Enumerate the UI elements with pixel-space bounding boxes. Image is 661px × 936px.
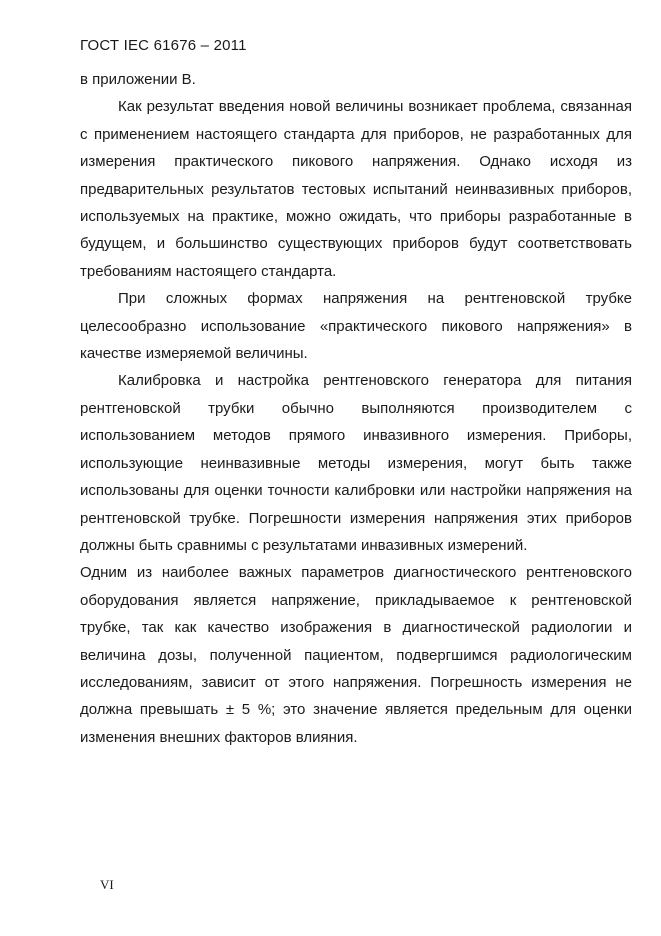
body-text (80, 66, 632, 751)
paragraph-continuation: в приложении В. (80, 71, 196, 88)
standard-header: ГОСТ IEC 61676 – 2011 (80, 37, 247, 54)
paragraph-calibration: Калибровка и настройка рентгеновского генератора для питания рентгеновской трубки обычно выполняются производителем с использованием методов прямого инвазивного измерения. Приборы, использующие неинвазивные методы измерения, могут быть также использованы для оценки точности калибровки или настройки напряжения на рентгеновской трубке. Погрешности измерения напряжения этих приборов должны быть сравнимы с результатами инвазивных измерений. (80, 372, 632, 554)
paragraph-voltage-importance: Одним из наиболее важных параметров диагностического рентгеновского оборудования является напряжение, прикладываемое к рентгеновской трубке, так как качество изображения в диагностической радиологии и величина дозы, полученной пациентом, подвергшимся радиологическим исследованиям, зависит от этого напряжения. Погрешность измерения не должна превышать ± 5 %; это значение является предельным для оценки изменения внешних факторов влияния. (80, 564, 632, 746)
paragraph-complex-waveforms: При сложных формах напряжения на рентгеновской трубке целесообразно использование «практического пикового напряжения» в качестве измеряемой величины. (80, 290, 632, 363)
page-number: VI (100, 877, 114, 892)
paragraph-new-quantity-problem: Как результат введения новой величины возникает проблема, связанная с применением настоящего стандарта для приборов, не разработанных для измерения практического пикового напряжения. Однако исходя из предварительных результатов тестовых испытаний неинвазивных приборов, используемых на практике, можно ожидать, что приборы разработанные в будущем, и большинство существующих приборов будут соответствовать требованиям настоящего стандарта. (80, 98, 632, 280)
